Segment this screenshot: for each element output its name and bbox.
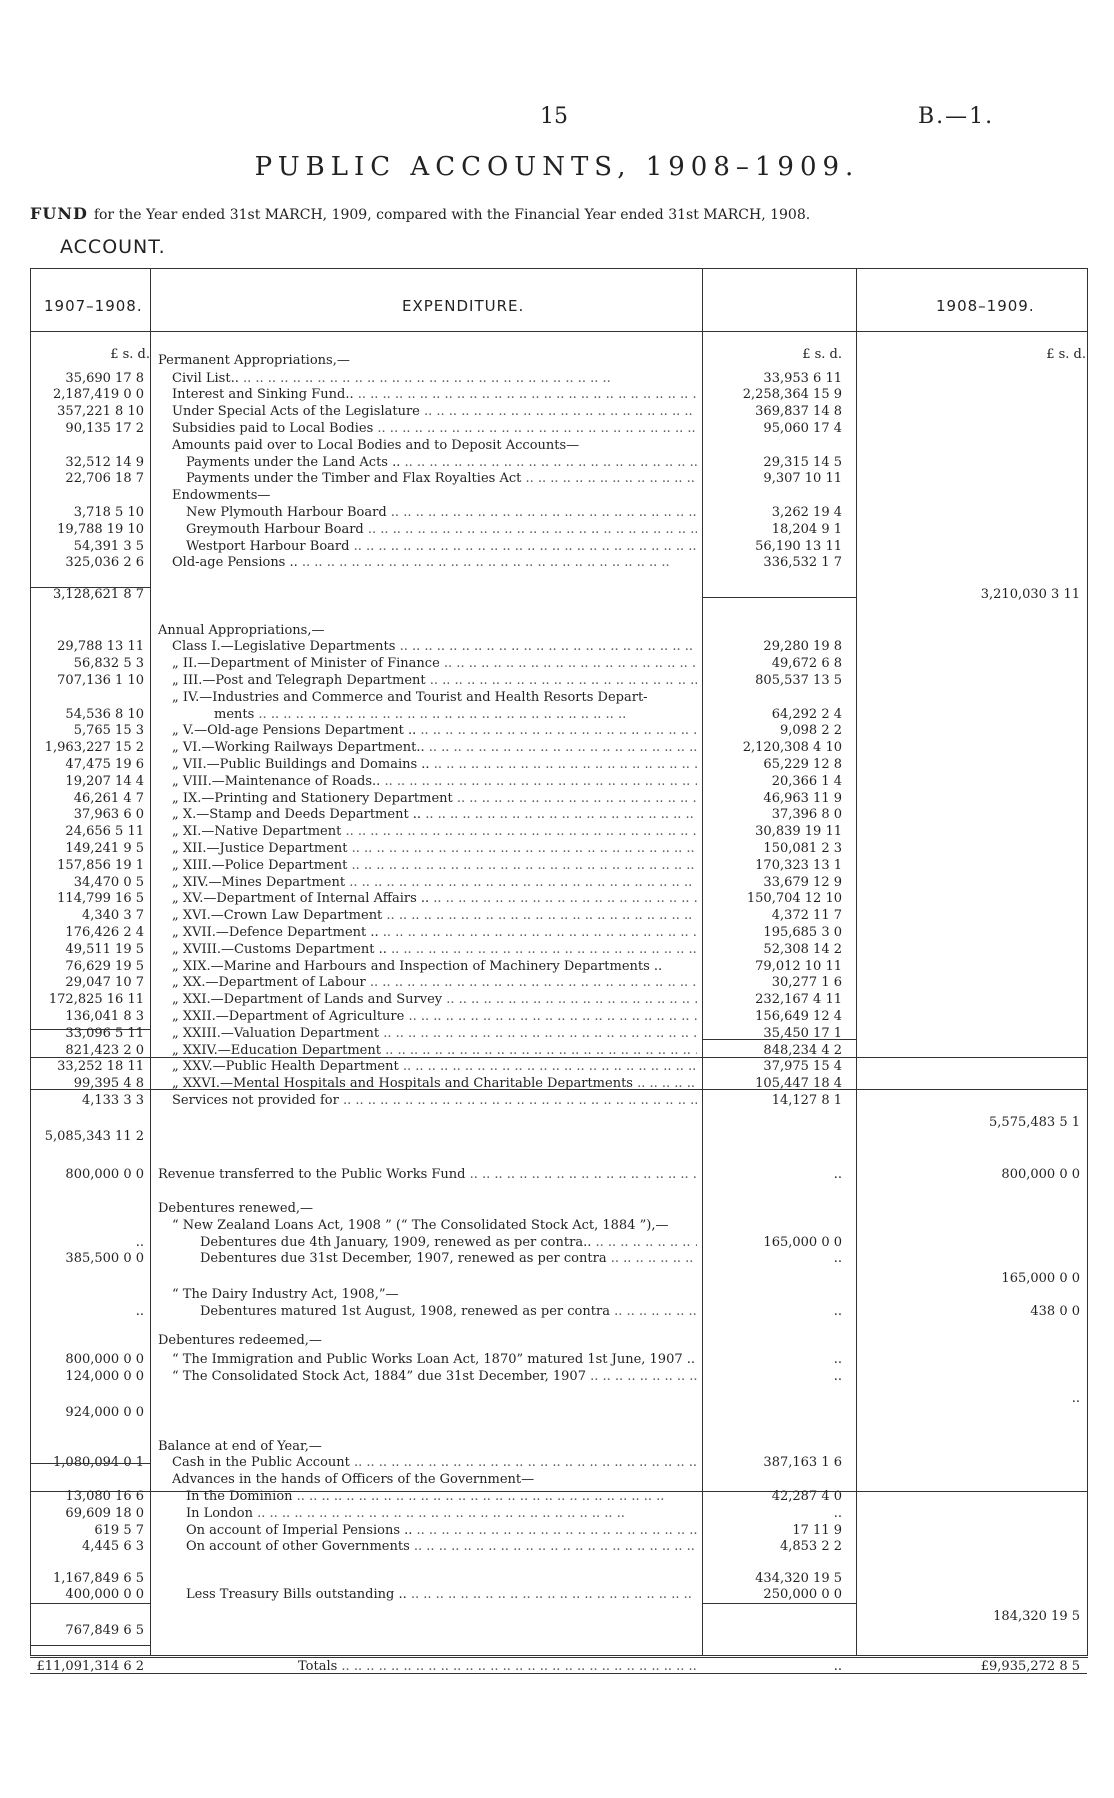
amount-1909-detail: 156,649 12 4 bbox=[755, 1009, 842, 1024]
amount-1907: 99,395 4 8 bbox=[73, 1076, 144, 1092]
amount-1909-detail: 95,060 17 4 bbox=[763, 421, 842, 436]
amount-1907: 157,856 19 1 bbox=[57, 857, 144, 873]
lsd-heading-right: £ s. d. bbox=[1046, 347, 1086, 362]
table-row bbox=[30, 757, 1087, 772]
table-row bbox=[30, 740, 1087, 755]
lsd-heading-left: £ s. d. bbox=[110, 347, 150, 362]
row-description: „ XXII.—Department of Agriculture .. .. bbox=[172, 1009, 697, 1024]
row-description: In London .. .. bbox=[186, 1506, 697, 1521]
row-description: Amounts paid over to Local Bodies and to Deposit Accounts— bbox=[172, 437, 580, 453]
table-row bbox=[30, 841, 1087, 856]
document-reference: B.—1. bbox=[918, 104, 995, 129]
row-description: “ The Consolidated Stock Act, 1884” due 31st December, 1907 .. .. bbox=[172, 1369, 697, 1384]
amount-1909-detail: 232,167 4 11 bbox=[755, 992, 842, 1008]
row-description: „ IV.—Industries and Commerce and Tourist and Health Resorts Depart- bbox=[172, 689, 648, 705]
row-description: „ VI.—Working Railways Department.. .. .. bbox=[172, 740, 697, 755]
table-row bbox=[30, 1539, 1087, 1554]
row-description: Debentures due 31st December, 1907, renewed as per contra .. .. bbox=[200, 1251, 697, 1266]
table-row bbox=[30, 1167, 1087, 1182]
row-description: „ XXIII.—Valuation Department .. .. bbox=[172, 1026, 697, 1041]
amount-1909-detail: 18,204 9 1 bbox=[771, 521, 842, 537]
table-row bbox=[30, 1251, 1087, 1266]
amount-1909-total: 800,000 0 0 bbox=[1001, 1167, 1080, 1183]
amount-1909-detail: 33,679 12 9 bbox=[763, 874, 842, 890]
amount-1909-total: £9,935,272 8 5 bbox=[980, 1659, 1080, 1675]
table-row bbox=[30, 807, 1087, 822]
amount-1909-detail: 434,320 19 5 bbox=[755, 1570, 842, 1586]
table-row bbox=[30, 1026, 1087, 1041]
row-description: Westport Harbour Board .. .. bbox=[186, 539, 697, 554]
row-description: „ XX.—Department of Labour .. .. bbox=[172, 975, 697, 990]
table-row bbox=[30, 1523, 1087, 1538]
row-description: „ XI.—Native Department .. .. bbox=[172, 824, 697, 839]
row-description: „ V.—Old-age Pensions Department .. .. .. bbox=[172, 723, 697, 738]
amount-1909-detail: 35,450 17 1 bbox=[763, 1025, 842, 1041]
row-description: Balance at end of Year,— bbox=[158, 1438, 322, 1454]
amount-1909-detail: 46,963 11 9 bbox=[763, 790, 842, 806]
table-row bbox=[30, 1218, 1087, 1233]
amount-1909-detail: 4,853 2 2 bbox=[779, 1539, 842, 1555]
table-row bbox=[30, 891, 1087, 906]
subtotal-rule bbox=[30, 1463, 150, 1464]
amount-1907: 54,536 8 10 bbox=[65, 706, 144, 722]
table-row bbox=[30, 1506, 1087, 1521]
column-header-1907: 1907–1908. bbox=[44, 297, 143, 315]
amount-1909-total: 3,210,030 3 11 bbox=[980, 586, 1080, 602]
amount-1909-detail: 30,277 1 6 bbox=[771, 975, 842, 991]
table-row bbox=[30, 353, 1087, 368]
table-row bbox=[30, 707, 1087, 722]
amount-1909-total: 184,320 19 5 bbox=[993, 1609, 1080, 1624]
amount-1909-detail: .. bbox=[833, 1369, 842, 1384]
table-row bbox=[30, 824, 1087, 839]
row-description: „ XVII.—Defence Department .. .. .. bbox=[172, 925, 697, 940]
table-row bbox=[30, 387, 1087, 402]
table-row bbox=[30, 942, 1087, 957]
amount-1909-detail: 37,975 15 4 bbox=[763, 1059, 842, 1075]
amount-1907: 33,252 18 11 bbox=[57, 1059, 144, 1075]
row-description: Under Special Acts of the Legislature .. .. bbox=[172, 404, 697, 419]
amount-1909-detail: 105,447 18 4 bbox=[755, 1076, 842, 1092]
amount-1909-detail: 250,000 0 0 bbox=[763, 1587, 842, 1603]
table-row bbox=[30, 908, 1087, 923]
row-description: Advances in the hands of Officers of the Government— bbox=[172, 1472, 535, 1488]
subtotal-rule bbox=[702, 1603, 856, 1604]
table-row bbox=[30, 488, 1087, 503]
subtotal-rule bbox=[702, 1039, 856, 1040]
amount-1907: 619 5 7 bbox=[94, 1522, 144, 1538]
row-description: „ XII.—Justice Department .. .. bbox=[172, 841, 697, 856]
amount-1909-detail: 56,190 13 11 bbox=[755, 538, 842, 554]
table-row bbox=[30, 1623, 1087, 1638]
amount-1907: 707,136 1 10 bbox=[57, 673, 144, 688]
table-row bbox=[30, 1059, 1087, 1074]
amount-1907: 4,340 3 7 bbox=[81, 908, 144, 924]
amount-1907: 1,080,094 0 1 bbox=[53, 1455, 144, 1471]
amount-1907: .. bbox=[135, 1304, 144, 1320]
amount-1909-detail: 369,837 14 8 bbox=[755, 404, 842, 420]
row-description: „ XXIV.—Education Department .. .. bbox=[172, 1043, 697, 1058]
table-row bbox=[30, 1129, 1087, 1144]
subtotal-rule bbox=[30, 587, 150, 588]
amount-1909-detail: 14,127 8 1 bbox=[771, 1093, 842, 1108]
table-row bbox=[30, 555, 1087, 570]
amount-1909-detail: 2,258,364 15 9 bbox=[742, 387, 842, 403]
table-row bbox=[30, 1472, 1087, 1487]
table-row bbox=[30, 1201, 1087, 1216]
table-row bbox=[30, 723, 1087, 738]
amount-1909-detail: 848,234 4 2 bbox=[763, 1042, 842, 1058]
row-description: “ The Immigration and Public Works Loan Act, 1870” matured 1st June, 1907 .. bbox=[172, 1352, 696, 1368]
row-description: On account of Imperial Pensions .. .. .. bbox=[186, 1523, 697, 1538]
row-description: Payments under the Timber and Flax Royalties Act .. .. bbox=[186, 471, 697, 486]
amount-1907: 800,000 0 0 bbox=[65, 1167, 144, 1183]
amount-1909-detail: 150,704 12 10 bbox=[746, 891, 842, 907]
table-row bbox=[30, 471, 1087, 486]
amount-1907: 124,000 0 0 bbox=[65, 1369, 144, 1384]
table-row bbox=[30, 1391, 1087, 1406]
row-description: Debentures matured 1st August, 1908, renewed as per contra .. .. bbox=[200, 1304, 697, 1319]
table-row bbox=[30, 1439, 1087, 1454]
amount-1909-detail: 3,262 19 4 bbox=[771, 505, 842, 520]
table-row bbox=[30, 1093, 1087, 1108]
row-description: „ XXI.—Department of Lands and Survey .. .. bbox=[172, 992, 697, 1007]
amount-1909-detail: 33,953 6 11 bbox=[763, 370, 842, 386]
row-description: „ XVI.—Crown Law Department .. .. bbox=[172, 908, 697, 923]
row-description: „ IX.—Printing and Stationery Department .. .. bbox=[172, 791, 697, 806]
amount-1907: 13,080 16 6 bbox=[65, 1489, 144, 1504]
table-row bbox=[30, 925, 1087, 940]
table-row bbox=[30, 1115, 1087, 1130]
row-description: Payments under the Land Acts .. .. .. bbox=[186, 455, 697, 470]
amount-1909-detail: .. bbox=[833, 1505, 842, 1521]
row-description: In the Dominion .. .. bbox=[186, 1489, 697, 1504]
table-row bbox=[30, 858, 1087, 873]
section-rule bbox=[30, 1089, 1087, 1090]
row-description: Permanent Appropriations,— bbox=[158, 352, 350, 368]
page-number: 15 bbox=[540, 104, 568, 129]
amount-1907: 172,825 16 11 bbox=[48, 992, 144, 1008]
table-row bbox=[30, 1333, 1087, 1348]
row-description: „ II.—Department of Minister of Finance .. .. bbox=[172, 656, 697, 671]
amount-1907: 34,470 0 5 bbox=[73, 874, 144, 890]
amount-1907: 924,000 0 0 bbox=[65, 1405, 144, 1420]
row-description: Interest and Sinking Fund.. .. .. bbox=[172, 387, 697, 402]
amount-1909-detail: 2,120,308 4 10 bbox=[742, 740, 842, 756]
amount-1909-total: 5,575,483 5 1 bbox=[989, 1114, 1080, 1130]
table-row bbox=[30, 371, 1087, 386]
amount-1909-detail: 9,307 10 11 bbox=[763, 471, 842, 487]
row-description: Endowments— bbox=[172, 488, 271, 504]
row-description: „ XVIII.—Customs Department .. .. .. bbox=[172, 942, 697, 957]
amount-1909-detail: 387,163 1 6 bbox=[763, 1455, 842, 1471]
table-row bbox=[30, 522, 1087, 537]
table-row bbox=[30, 1352, 1087, 1367]
row-description: Class I.—Legislative Departments .. .. bbox=[172, 639, 697, 654]
amount-1907: 1,167,849 6 5 bbox=[53, 1570, 144, 1586]
amount-1907: 114,799 16 5 bbox=[57, 891, 144, 907]
amount-1907: 49,511 19 5 bbox=[65, 941, 144, 957]
amount-1907: 357,221 8 10 bbox=[57, 404, 144, 420]
amount-1907: 22,706 18 7 bbox=[65, 471, 144, 487]
table-row bbox=[30, 1571, 1087, 1586]
table-row bbox=[30, 1405, 1087, 1420]
header-rule bbox=[30, 331, 1088, 332]
row-description: „ VIII.—Maintenance of Roads.. .. .. bbox=[172, 774, 697, 789]
row-description: “ New Zealand Loans Act, 1908 ” (“ The Consolidated Stock Act, 1884 ”),— bbox=[172, 1217, 669, 1233]
column-header-1909: 1908–1909. bbox=[936, 297, 1035, 315]
row-description: Debentures renewed,— bbox=[158, 1201, 314, 1216]
amount-1907: 76,629 19 5 bbox=[65, 958, 144, 974]
row-description: „ X.—Stamp and Deeds Department .. .. .. bbox=[172, 807, 697, 822]
amount-1907: 32,512 14 9 bbox=[65, 454, 144, 470]
amount-1909-detail: 64,292 2 4 bbox=[771, 706, 842, 722]
amount-1909-detail: 49,672 6 8 bbox=[771, 656, 842, 672]
table-row bbox=[30, 539, 1087, 554]
table-row bbox=[30, 1235, 1087, 1250]
table-row bbox=[30, 455, 1087, 470]
table-row bbox=[30, 656, 1087, 671]
row-description: Services not provided for .. .. bbox=[172, 1093, 697, 1108]
amount-1909-detail: 29,280 19 8 bbox=[763, 639, 842, 655]
row-description: Old-age Pensions .. .. .. bbox=[172, 555, 697, 570]
table-row bbox=[30, 421, 1087, 436]
row-description: Totals .. .. bbox=[298, 1659, 697, 1674]
row-description: New Plymouth Harbour Board .. .. bbox=[186, 505, 697, 520]
amount-1907: 5,765 15 3 bbox=[73, 723, 144, 739]
amount-1909-detail: .. bbox=[833, 1167, 842, 1183]
fund-label: FUND bbox=[30, 204, 88, 223]
subtotal-rule bbox=[702, 597, 856, 598]
row-description: On account of other Governments .. .. bbox=[186, 1539, 697, 1554]
amount-1909-detail: 165,000 0 0 bbox=[763, 1234, 842, 1250]
amount-1907: 4,445 6 3 bbox=[81, 1539, 144, 1555]
amount-1907: 325,036 2 6 bbox=[65, 555, 144, 571]
subtotal-rule bbox=[30, 1603, 150, 1604]
row-description: Debentures due 4th January, 1909, renewed as per contra.. .. .. bbox=[200, 1235, 697, 1250]
amount-1907: 29,788 13 11 bbox=[57, 639, 144, 655]
table-row bbox=[30, 623, 1087, 638]
table-row bbox=[30, 1609, 1087, 1624]
row-description: „ XV.—Department of Internal Affairs .. .. .. bbox=[172, 891, 697, 906]
row-description: Subsidies paid to Local Bodies .. .. bbox=[172, 421, 697, 436]
amount-1907: 3,718 5 10 bbox=[73, 505, 144, 520]
amount-1909-detail: 4,372 11 7 bbox=[771, 908, 842, 924]
table-row bbox=[30, 1287, 1087, 1302]
amount-1907: 2,187,419 0 0 bbox=[53, 387, 144, 403]
table-row bbox=[30, 505, 1087, 520]
row-description: Less Treasury Bills outstanding .. .. .. bbox=[186, 1587, 697, 1602]
amount-1909-detail: 150,081 2 3 bbox=[763, 841, 842, 856]
row-description: Revenue transferred to the Public Works Fund .. .. bbox=[158, 1167, 697, 1182]
amount-1909-detail: 805,537 13 5 bbox=[755, 673, 842, 688]
amount-1909-detail: .. bbox=[833, 1352, 842, 1368]
row-description: „ XXVI.—Mental Hospitals and Hospitals and Charitable Departments .. .. bbox=[172, 1076, 697, 1091]
amount-1907: 46,261 4 7 bbox=[73, 790, 144, 806]
row-description: „ XXV.—Public Health Department .. .. bbox=[172, 1059, 697, 1074]
row-description: „ XIII.—Police Department .. .. bbox=[172, 858, 697, 873]
table-row bbox=[30, 774, 1087, 789]
section-rule bbox=[30, 1057, 1087, 1058]
amount-1907: 767,849 6 5 bbox=[65, 1623, 144, 1639]
amount-1909-detail: 42,287 4 0 bbox=[771, 1489, 842, 1504]
amount-1909-detail: 65,229 12 8 bbox=[763, 757, 842, 772]
table-row bbox=[30, 438, 1087, 453]
row-description: “ The Dairy Industry Act, 1908,”— bbox=[172, 1287, 399, 1303]
amount-1907: 35,690 17 8 bbox=[65, 370, 144, 386]
table-row bbox=[30, 1009, 1087, 1024]
subtotal-rule bbox=[30, 1645, 150, 1646]
amount-1909-detail: 37,396 8 0 bbox=[771, 807, 842, 823]
amount-1907: 24,656 5 11 bbox=[65, 824, 144, 840]
subtitle-text: for the Year ended 31st MARCH, 1909, compared with the Financial Year ended 31st MARCH, 1908. bbox=[93, 207, 811, 223]
amount-1907: 136,041 8 3 bbox=[65, 1009, 144, 1024]
row-description: „ VII.—Public Buildings and Domains .. .. .. bbox=[172, 757, 697, 772]
row-description: Cash in the Public Account .. .. bbox=[172, 1455, 697, 1470]
table-row bbox=[30, 1304, 1087, 1319]
row-description: „ XIX.—Marine and Harbours and Inspection of Machinery Departments .. bbox=[172, 958, 663, 974]
amount-1907: 90,135 17 2 bbox=[65, 421, 144, 436]
page-title: PUBLIC ACCOUNTS, 1908–1909. bbox=[254, 152, 860, 182]
table-row bbox=[30, 1587, 1087, 1602]
amount-1907: 54,391 3 5 bbox=[73, 538, 144, 554]
table-row bbox=[30, 1455, 1087, 1470]
row-description: Annual Appropriations,— bbox=[158, 622, 325, 638]
amount-1907: 4,133 3 3 bbox=[81, 1093, 144, 1108]
amount-1907: 5,085,343 11 2 bbox=[44, 1129, 144, 1144]
table-row bbox=[30, 959, 1087, 974]
amount-1909-detail: 170,323 13 1 bbox=[755, 857, 842, 873]
amount-1909-detail: 29,315 14 5 bbox=[763, 454, 842, 470]
amount-1907: 1,963,227 15 2 bbox=[44, 740, 144, 756]
row-description: ments .. .. bbox=[214, 707, 697, 722]
section-rule bbox=[30, 1491, 1087, 1492]
amount-1907: 29,047 10 7 bbox=[65, 975, 144, 991]
row-description: Debentures redeemed,— bbox=[158, 1333, 322, 1348]
section-rule bbox=[30, 1673, 1087, 1674]
lsd-heading-mid: £ s. d. bbox=[802, 347, 842, 362]
amount-1909-detail: .. bbox=[833, 1659, 842, 1675]
account-label: ACCOUNT. bbox=[60, 236, 166, 258]
amount-1907: 56,832 5 3 bbox=[73, 656, 144, 672]
amount-1909-detail: 52,308 14 2 bbox=[763, 941, 842, 957]
table-row bbox=[30, 1043, 1087, 1058]
amount-1907: £11,091,314 6 2 bbox=[36, 1659, 144, 1675]
amount-1907: 176,426 2 4 bbox=[65, 925, 144, 940]
subtitle bbox=[30, 204, 810, 223]
table-row bbox=[30, 791, 1087, 806]
amount-1909-total: .. bbox=[1071, 1390, 1080, 1406]
amount-1909-detail: 336,532 1 7 bbox=[763, 555, 842, 571]
table-row bbox=[30, 992, 1087, 1007]
amount-1909-detail: 30,839 19 11 bbox=[755, 824, 842, 840]
amount-1909-detail: .. bbox=[833, 1304, 842, 1320]
amount-1909-total: 165,000 0 0 bbox=[1001, 1270, 1080, 1286]
amount-1907: 47,475 19 6 bbox=[65, 757, 144, 772]
amount-1907: 19,788 19 10 bbox=[57, 521, 144, 537]
amount-1907: 3,128,621 8 7 bbox=[53, 586, 144, 602]
amount-1909-detail: 79,012 10 11 bbox=[755, 958, 842, 974]
column-header-expenditure: EXPENDITURE. bbox=[402, 297, 525, 315]
table-row bbox=[30, 875, 1087, 890]
amount-1907: 37,963 6 0 bbox=[73, 807, 144, 823]
amount-1907: 800,000 0 0 bbox=[65, 1352, 144, 1368]
amount-1907: 33,096 5 11 bbox=[65, 1025, 144, 1041]
amount-1909-detail: 195,685 3 0 bbox=[763, 925, 842, 940]
row-description: „ III.—Post and Telegraph Department .. .. bbox=[172, 673, 697, 688]
amount-1907: 400,000 0 0 bbox=[65, 1587, 144, 1603]
amount-1909-detail: .. bbox=[833, 1251, 842, 1267]
amount-1907: 149,241 9 5 bbox=[65, 841, 144, 856]
table-row bbox=[30, 975, 1087, 990]
table-border-right bbox=[1087, 269, 1088, 1655]
row-description: Civil List.. .. .. bbox=[172, 371, 697, 386]
subtotal-rule bbox=[30, 1029, 150, 1030]
table-row bbox=[30, 587, 1087, 602]
accounts-table bbox=[30, 268, 1088, 1675]
table-row bbox=[30, 404, 1087, 419]
amount-1909-detail: 9,098 2 2 bbox=[779, 723, 842, 739]
amount-1907: 385,500 0 0 bbox=[65, 1251, 144, 1267]
table-row bbox=[30, 1271, 1087, 1286]
amount-1909-total: 438 0 0 bbox=[1030, 1304, 1080, 1320]
row-description: „ XIV.—Mines Department .. .. bbox=[172, 875, 697, 890]
table-row bbox=[30, 690, 1087, 705]
amount-1907: .. bbox=[135, 1234, 144, 1250]
table-row bbox=[30, 639, 1087, 654]
amount-1909-detail: 17 11 9 bbox=[792, 1522, 842, 1538]
amount-1907: 821,423 2 0 bbox=[65, 1042, 144, 1058]
table-row bbox=[30, 1369, 1087, 1384]
row-description: Greymouth Harbour Board .. .. bbox=[186, 522, 697, 537]
amount-1909-detail: 20,366 1 4 bbox=[771, 773, 842, 789]
table-row bbox=[30, 673, 1087, 688]
amount-1907: 69,609 18 0 bbox=[65, 1505, 144, 1521]
amount-1907: 19,207 14 4 bbox=[65, 773, 144, 789]
